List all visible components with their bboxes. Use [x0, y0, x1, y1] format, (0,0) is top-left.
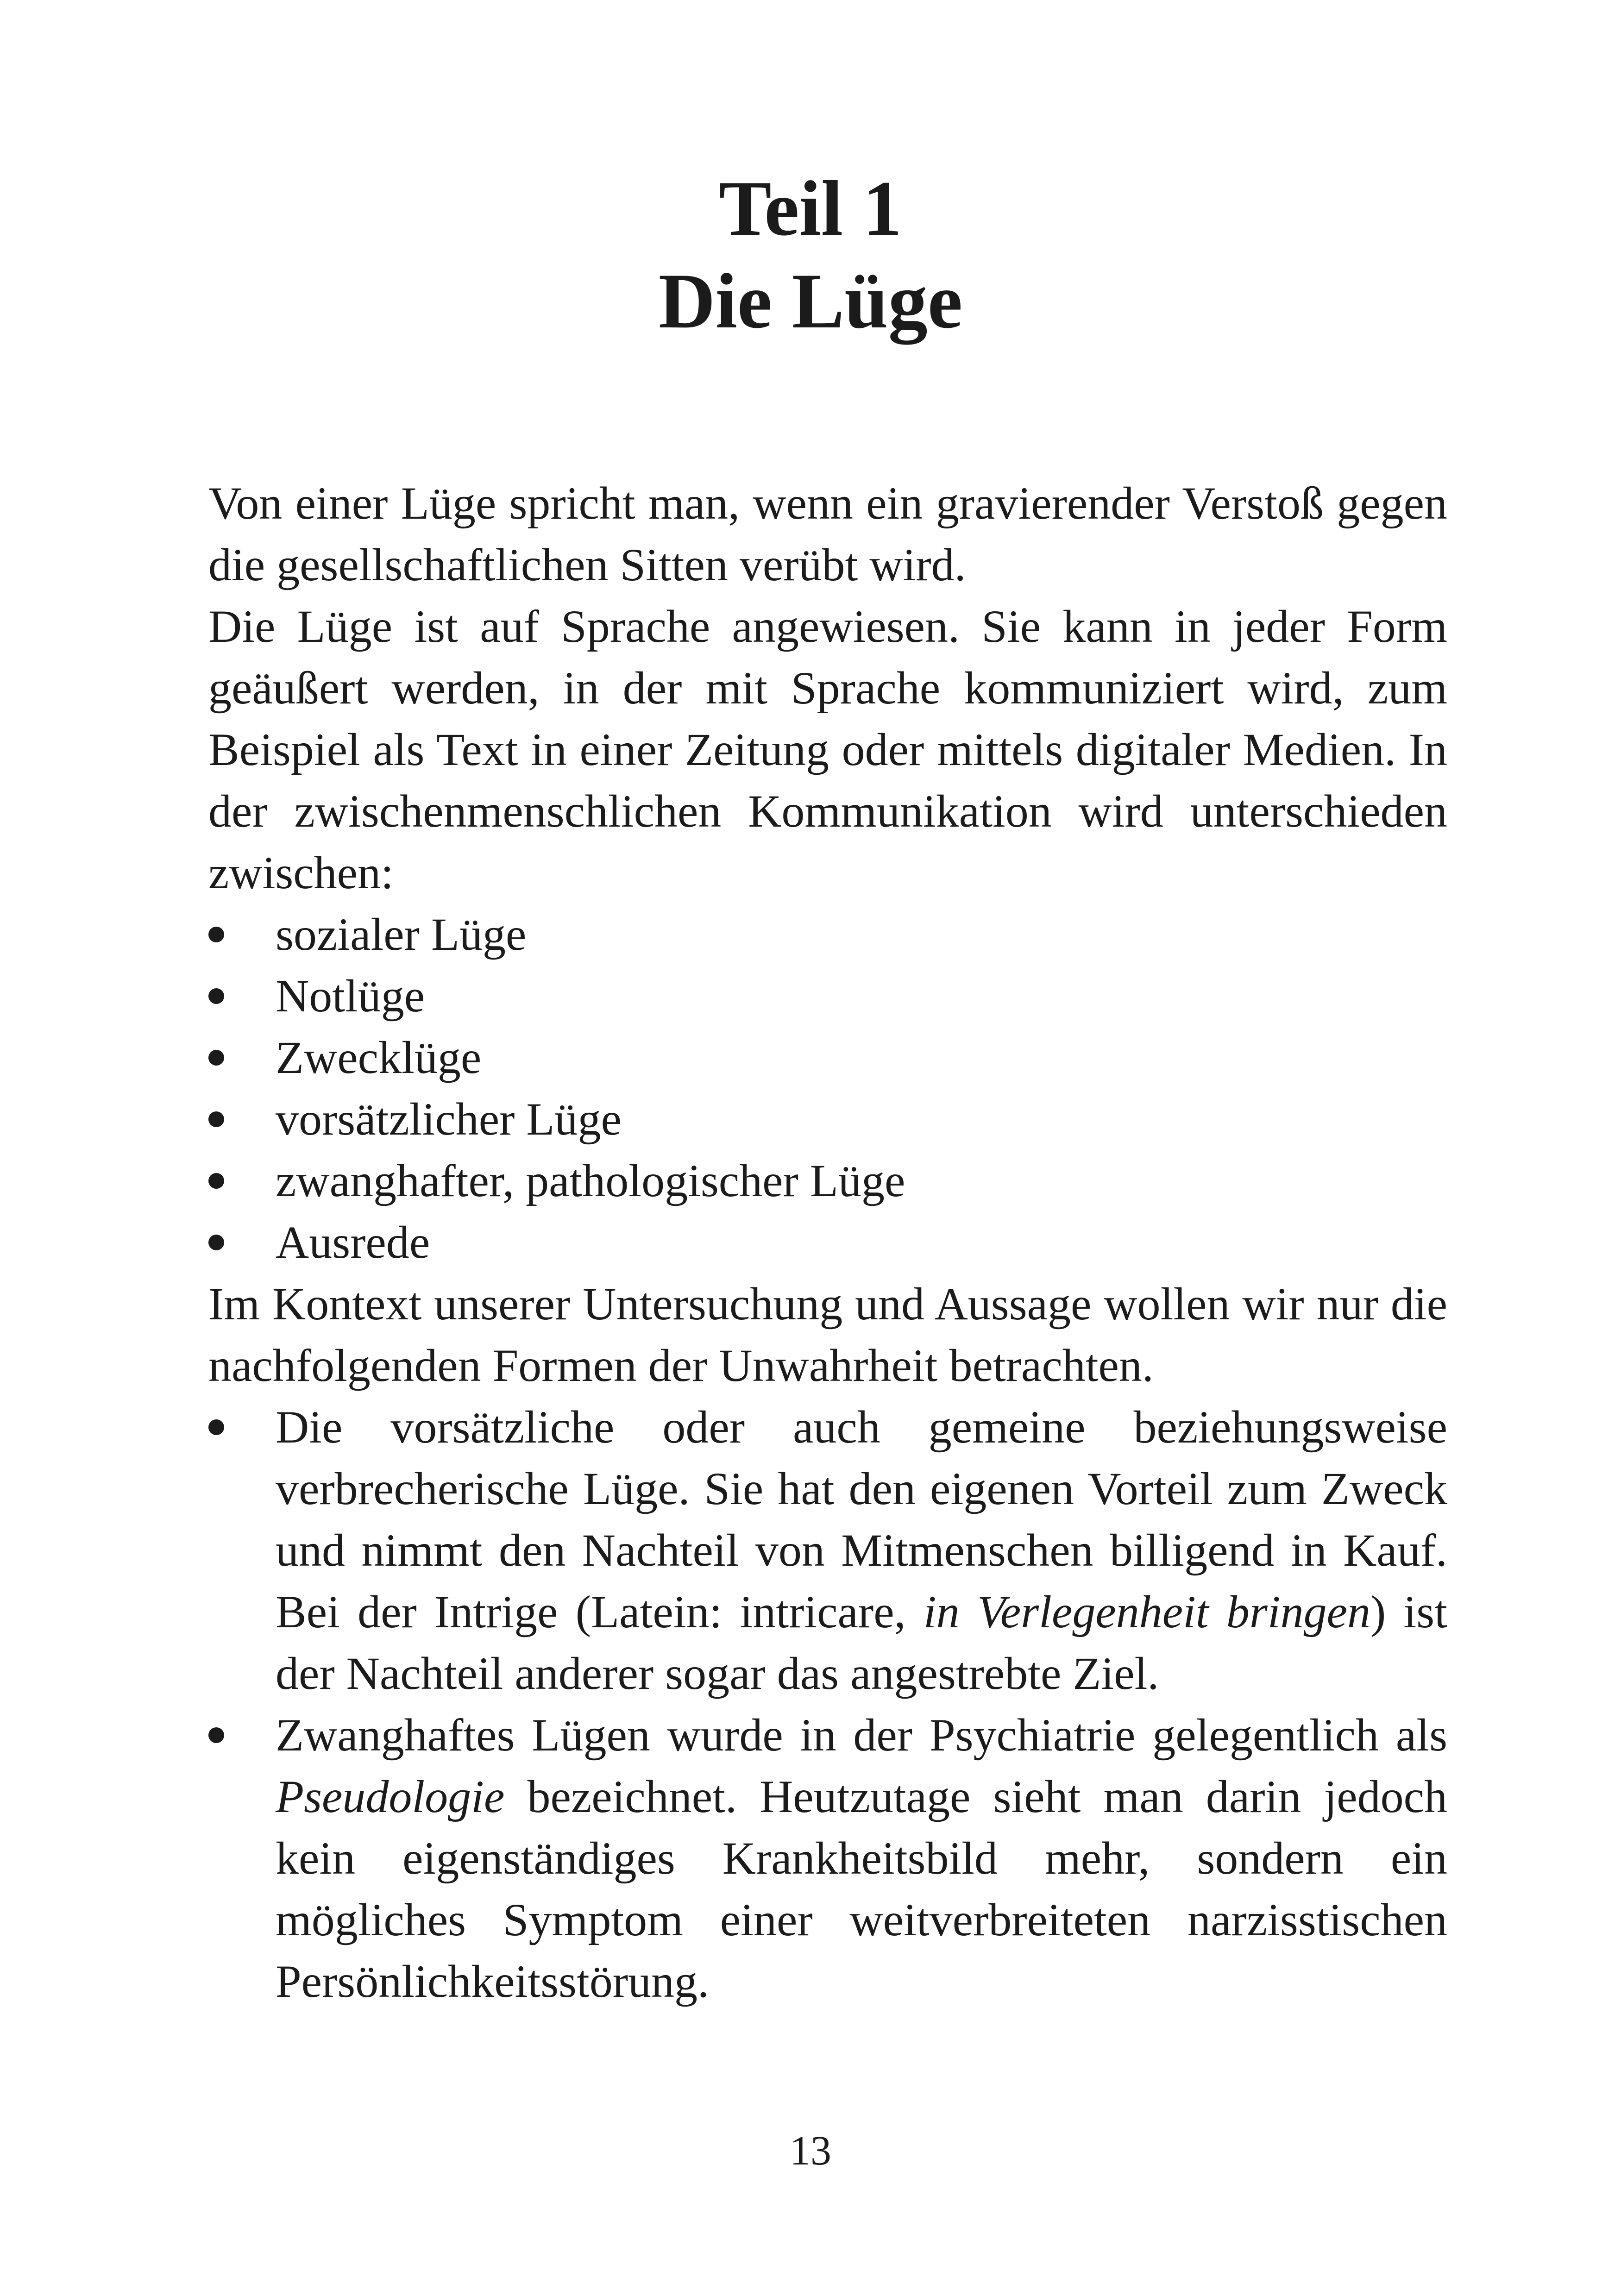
page-number: 13 [790, 2128, 831, 2174]
list-item [208, 1150, 1447, 1211]
bullet-icon [208, 927, 224, 942]
text-segment: Zwanghaftes Lügen wurde in der Psychiatrie gelegentlich als [276, 1709, 1447, 1761]
text-segment: ) ist der Nachteil anderer sogar das angestrebte Ziel. [276, 1586, 1447, 1699]
bullet-icon [208, 1173, 224, 1189]
bullet-icon [208, 1111, 224, 1127]
list-item [208, 1211, 1447, 1273]
text-segment: Die vorsätzliche oder auch gemeine beziehungsweise verbrecherische Lüge. Sie hat den eigenen Vorteil zum Zweck und nimmt den Nachteil von Mitmenschen billigend in Kauf. Bei der Intrige (Latein: intricare, [276, 1401, 1447, 1637]
chapter-body [208, 472, 1447, 2012]
italic-phrase: in Verlegenheit bringen [923, 1586, 1370, 1637]
list-item [208, 1027, 1447, 1088]
list-item [208, 965, 1447, 1027]
text-segment: bezeichnet. Heutzutage sieht man darin jedoch kein eigenständiges Krankheitsbild mehr, sondern ein mögliches Symptom einer weitverbreiteten narzisstischen Persönlichkeitsstörung. [276, 1771, 1447, 2007]
lie-forms-list [208, 1396, 1447, 2012]
italic-term: Pseudologie [276, 1771, 505, 1822]
list-item-text: Ausrede [276, 1217, 430, 1268]
list-item [208, 903, 1447, 965]
list-item-text: vorsätzlicher Lüge [276, 1093, 622, 1145]
bullet-icon [208, 1235, 224, 1250]
bullet-icon [208, 1727, 224, 1743]
bullet-icon [208, 1050, 224, 1066]
chapter-heading [0, 162, 1621, 347]
list-item-text: zwanghafter, pathologischer Lüge [276, 1155, 905, 1206]
bullet-icon [208, 988, 224, 1004]
part-label: Teil 1 [719, 165, 902, 252]
list-item-text: sozialer Lüge [276, 909, 527, 960]
paragraph-context: Im Kontext unserer Untersuchung und Aussage wollen wir nur die nachfolgenden Formen der Unwahrheit betrachten. [208, 1278, 1447, 1391]
bullet-icon [208, 1419, 224, 1435]
chapter-title: Die Lüge [658, 257, 963, 345]
list-item-text: Notlüge [276, 970, 425, 1022]
paragraph-language: Die Lüge ist auf Sprache angewiesen. Sie kann in jeder Form geäußert werden, in der mit Sprache kommuniziert wird, zum Beispiel als Text in einer Zeitung oder mittels digitaler Medien. In der zwischenmenschlichen Kommunikation wird unterschieden zwischen: [208, 601, 1447, 898]
paragraph-definition: Von einer Lüge spricht man, wenn ein gravierender Verstoß gegen die gesellschaftlichen Sitten verübt wird. [208, 477, 1447, 590]
list-item-text: Zwecklüge [276, 1032, 482, 1083]
list-item [208, 1088, 1447, 1150]
lie-types-list [208, 903, 1447, 1273]
list-item-compulsive-lie [208, 1704, 1447, 2012]
list-item-deliberate-lie [208, 1396, 1447, 1704]
